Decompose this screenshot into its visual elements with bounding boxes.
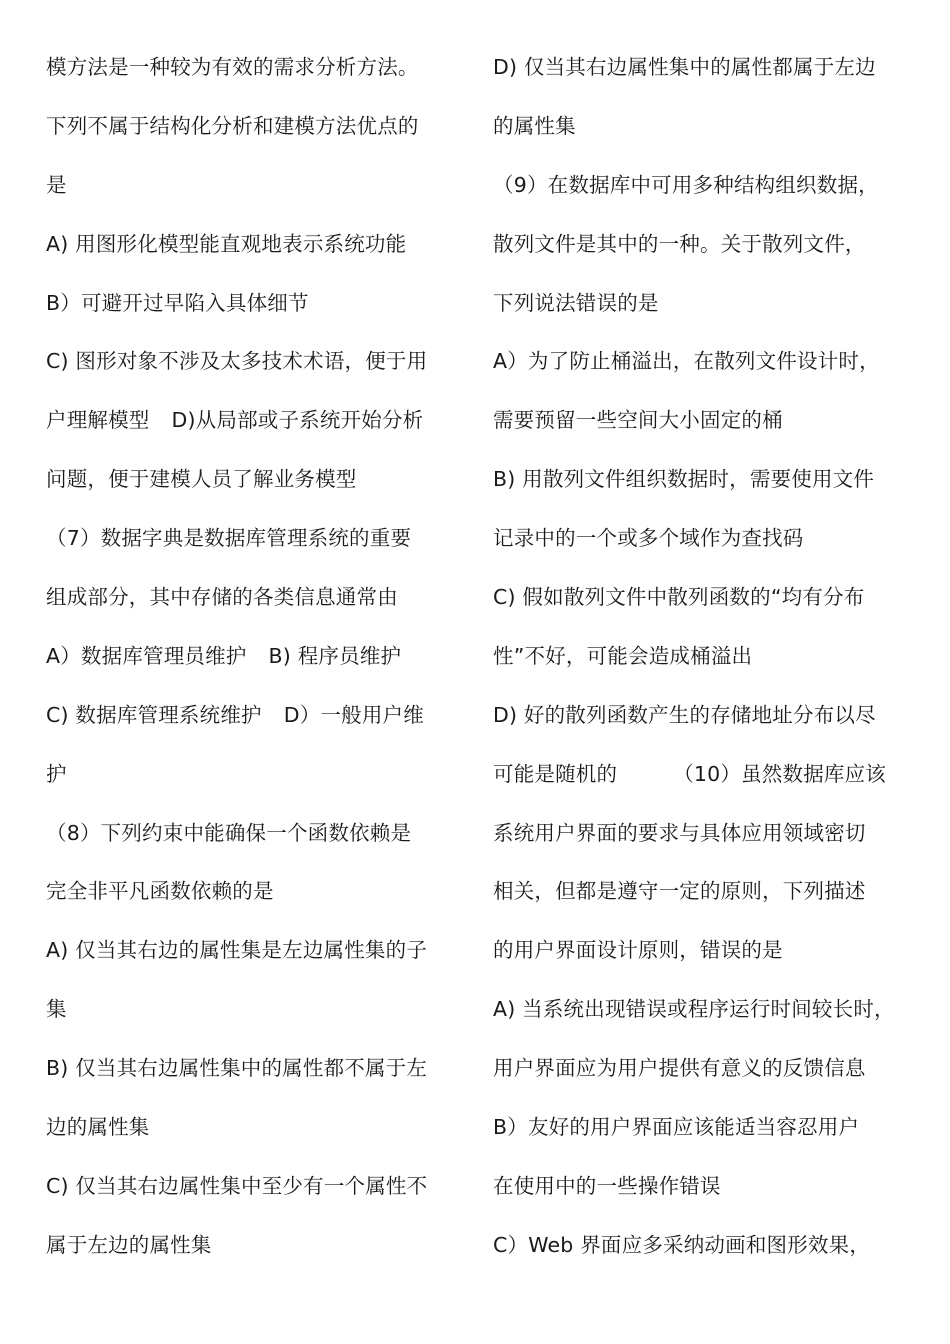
question-9: （9）在数据库中可用多种结构组织数据， — [493, 172, 879, 197]
text-line: A) 用图形化模型能直观地表示系统功能 — [46, 231, 407, 256]
text-line: 护 — [46, 761, 67, 786]
text-line: C) 图形对象不涉及太多技术术语，便于用 — [46, 349, 428, 374]
text-line: A) 仅当其右边的属性集是左边属性集的子 — [46, 938, 428, 963]
text-line: C) 假如散列文件中散列函数的“均有分布 — [493, 585, 865, 610]
option-b: B) 程序员维护 — [268, 643, 402, 668]
text-line: 的属性集 — [493, 113, 576, 138]
text-line: 模方法是一种较为有效的需求分析方法。 — [46, 55, 419, 79]
text-line: 属于左边的属性集 — [46, 1232, 212, 1257]
text-line: 集 — [46, 997, 67, 1022]
text-line: B) 用散列文件组织数据时，需要使用文件 — [493, 467, 875, 492]
text-line — [46, 391, 486, 450]
text-segment: 户理解模型 — [46, 408, 150, 433]
option-c: C) 数据库管理系统维护 — [46, 702, 262, 727]
text-line: 相关，但都是遵守一定的原则，下列描述 — [493, 879, 866, 904]
question-8: （8）下列约束中能确保一个函数依赖是 — [46, 820, 412, 845]
text-line: 下列说法错误的是 — [493, 290, 659, 315]
text-segment: 可能是随机的 — [493, 761, 618, 786]
text-line: 完全非平凡函数依赖的是 — [46, 879, 274, 904]
text-line: A）为了防止桶溢出，在散列文件设计时， — [493, 349, 880, 374]
text-line: D) 仅当其右边属性集中的属性都属于左边 — [493, 55, 876, 79]
text-line: 是 — [46, 172, 67, 197]
text-line: 记录中的一个或多个域作为查找码 — [493, 526, 804, 551]
question-7: （7）数据字典是数据库管理系统的重要 — [46, 526, 412, 551]
text-line — [493, 745, 929, 804]
text-line: 性”不好，可能会造成桶溢出 — [493, 643, 753, 668]
option-d: D）一般用户维 — [283, 702, 424, 727]
text-line: C）Web 界面应多采纳动画和图形效果， — [493, 1232, 871, 1257]
right-column — [493, 38, 929, 1275]
text-segment: D)从局部或子系统开始分析 — [171, 408, 424, 433]
text-line: 需要预留一些空间大小固定的桶 — [493, 408, 783, 433]
text-line: 在使用中的一些操作错误 — [493, 1173, 721, 1198]
text-line: B）可避开过早陷入具体细节 — [46, 290, 309, 315]
text-line: B）友好的用户界面应该能适当容忍用户 — [493, 1115, 860, 1140]
text-line: 散列文件是其中的一种。关于散列文件， — [493, 231, 866, 256]
text-line: 的用户界面设计原则，错误的是 — [493, 938, 783, 963]
text-line: 组成部分，其中存储的各类信息通常由 — [46, 585, 398, 610]
text-line: 下列不属于结构化分析和建模方法优点的 — [46, 113, 419, 138]
text-line: 系统用户界面的要求与具体应用领域密切 — [493, 820, 866, 845]
text-line: D) 好的散列函数产生的存储地址分布以尽 — [493, 702, 876, 727]
text-line: C) 仅当其右边属性集中至少有一个属性不 — [46, 1173, 428, 1198]
text-line — [46, 686, 486, 745]
text-line: 用户界面应为用户提供有意义的反馈信息 — [493, 1056, 866, 1081]
option-a: A）数据库管理员维护 — [46, 643, 247, 668]
text-line — [46, 627, 486, 686]
left-column — [46, 38, 486, 1275]
text-line: 问题，便于建模人员了解业务模型 — [46, 467, 357, 492]
text-line: A) 当系统出现错误或程序运行时间较长时， — [493, 997, 895, 1022]
text-line: B) 仅当其右边属性集中的属性都不属于左 — [46, 1056, 428, 1081]
question-10: （10）虽然数据库应该 — [673, 761, 886, 786]
text-line: 边的属性集 — [46, 1115, 150, 1140]
